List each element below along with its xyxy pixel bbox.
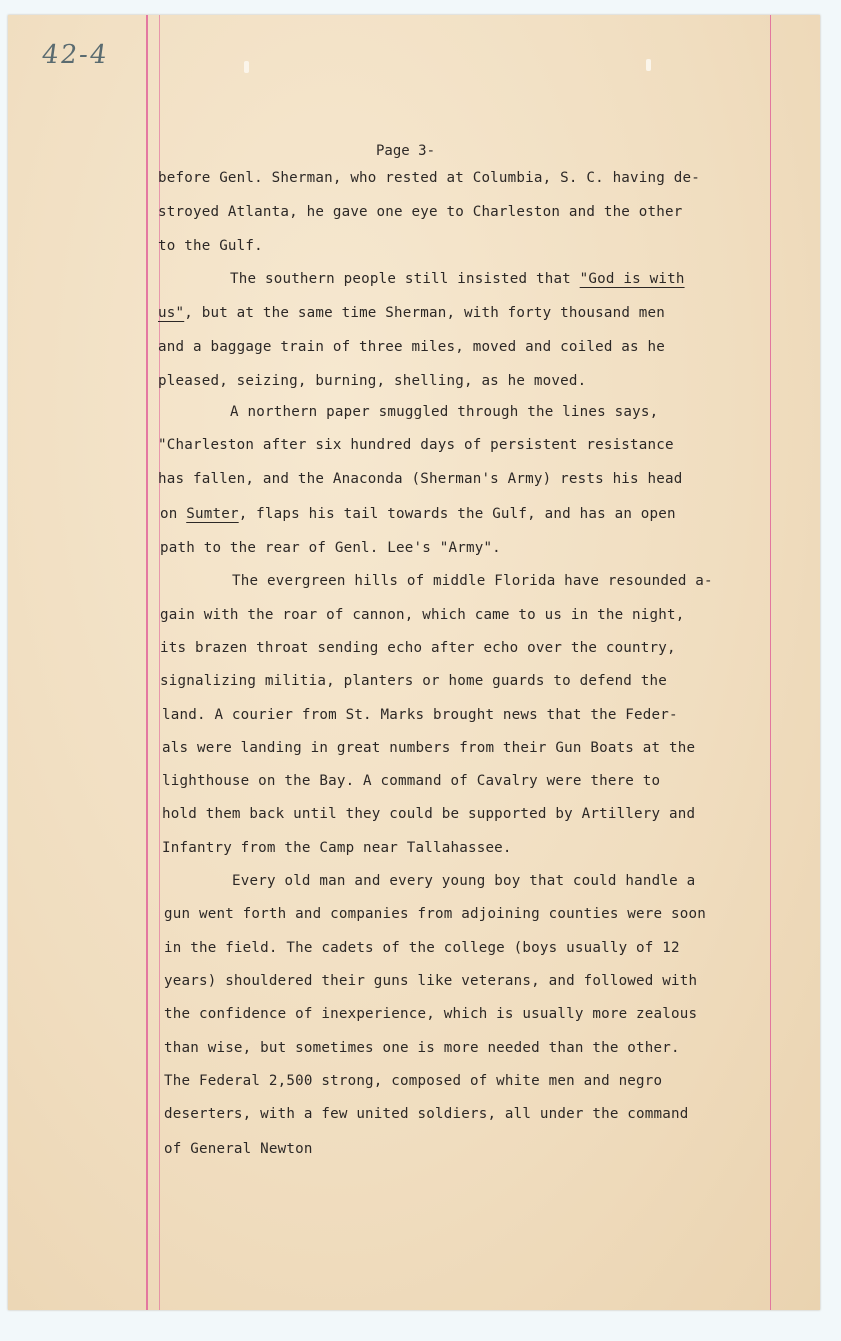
text-line: before Genl. Sherman, who rested at Columbia, S. C. having de- bbox=[158, 170, 700, 186]
text-line: "Charleston after six hundred days of persistent resistance bbox=[158, 437, 674, 453]
text-line: pleased, seizing, burning, shelling, as he moved. bbox=[158, 373, 587, 389]
text-line: gain with the roar of cannon, which came to us in the night, bbox=[160, 607, 685, 623]
text-line: als were landing in great numbers from their Gun Boats at the bbox=[162, 740, 696, 756]
paper-speck bbox=[244, 61, 249, 73]
text-line: signalizing militia, planters or home guards to defend the bbox=[160, 673, 668, 689]
text-line: to the Gulf. bbox=[158, 238, 263, 254]
underlined-text: Sumter bbox=[186, 506, 239, 522]
text-line: has fallen, and the Anaconda (Sherman's Army) rests his head bbox=[158, 471, 683, 487]
paper-speck bbox=[646, 59, 651, 71]
text-line: than wise, but sometimes one is more needed than the other. bbox=[164, 1040, 680, 1056]
text-line: A northern paper smuggled through the lines says, bbox=[230, 404, 659, 420]
page-heading: Page 3- bbox=[376, 143, 436, 159]
text-line: The evergreen hills of middle Florida have resounded a- bbox=[232, 573, 713, 589]
text-line: gun went forth and companies from adjoining counties were soon bbox=[164, 906, 706, 922]
text-line: years) shouldered their guns like veterans, and followed with bbox=[164, 973, 698, 989]
text-line: Every old man and every young boy that could handle a bbox=[232, 873, 696, 889]
text-line: path to the rear of Genl. Lee's "Army". bbox=[160, 540, 501, 556]
text-line: The southern people still insisted that "God is with bbox=[230, 271, 685, 287]
underlined-text: us" bbox=[158, 305, 185, 321]
text-line: hold them back until they could be supported by Artillery and bbox=[162, 806, 696, 822]
text-line: its brazen throat sending echo after echo over the country, bbox=[160, 640, 676, 656]
text-line: lighthouse on the Bay. A command of Cavalry were there to bbox=[162, 773, 661, 789]
text-line: of General Newton bbox=[164, 1141, 313, 1157]
text-line: The Federal 2,500 strong, composed of white men and negro bbox=[164, 1073, 663, 1089]
text-line: deserters, with a few united soldiers, all under the command bbox=[164, 1106, 689, 1122]
text-line: land. A courier from St. Marks brought news that the Feder- bbox=[162, 707, 678, 723]
folio-number: 42-4 bbox=[39, 40, 111, 70]
text-line: in the field. The cadets of the college (boys usually of 12 bbox=[164, 940, 680, 956]
underlined-text: "God is with bbox=[579, 271, 685, 287]
text-line: stroyed Atlanta, he gave one eye to Charleston and the other bbox=[158, 204, 683, 220]
text-line: on Sumter, flaps his tail towards the Gulf, and has an open bbox=[160, 506, 676, 522]
text-line: the confidence of inexperience, which is usually more zealous bbox=[164, 1006, 698, 1022]
left-margin-rule bbox=[146, 15, 148, 1310]
text-line: Infantry from the Camp near Tallahassee. bbox=[162, 840, 512, 856]
text-line: us", but at the same time Sherman, with forty thousand men bbox=[158, 305, 666, 321]
text-line: and a baggage train of three miles, moved and coiled as he bbox=[158, 339, 666, 355]
right-margin-rule bbox=[770, 15, 771, 1310]
